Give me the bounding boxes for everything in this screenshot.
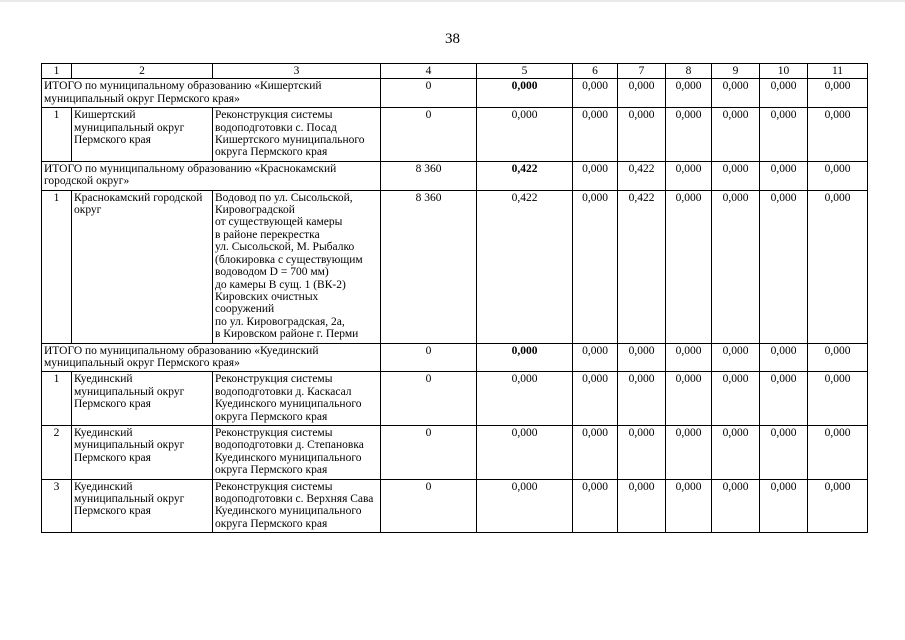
value-cell — [808, 343, 868, 372]
value-cell-text: 0,000 — [770, 480, 797, 493]
value-cell-text: 0,422 — [628, 191, 655, 204]
column-header: 3 — [213, 64, 381, 79]
description-cell — [213, 425, 381, 479]
value-cell — [573, 343, 618, 372]
value-cell — [808, 190, 868, 343]
value-cell — [808, 372, 868, 426]
row-number-text: 3 — [53, 480, 60, 493]
value-cell — [712, 479, 760, 533]
value-cell-text: 0,000 — [824, 162, 851, 175]
total-label-text: ИТОГО по муниципальному образованию «Куединский муниципальный округ Пермского края» — [44, 344, 319, 369]
description-cell — [213, 108, 381, 162]
total-row — [42, 161, 868, 190]
value-cell-text: 0,000 — [770, 162, 797, 175]
value-cell-text: 0 — [425, 344, 432, 357]
description-cell — [213, 190, 381, 343]
value-cell-text: 0,000 — [511, 373, 538, 386]
value-cell-text: 0 — [425, 480, 432, 493]
municipality-cell-text: Куединский муниципальный округ Пермского края — [74, 426, 185, 464]
value-cell-text: 0,000 — [628, 344, 655, 357]
value-cell — [381, 343, 477, 372]
row-number — [42, 372, 72, 426]
municipality-cell-text: Кишертский муниципальный округ Пермского края — [74, 109, 185, 147]
value-cell-text: 0,000 — [722, 109, 749, 122]
column-header: 5 — [477, 64, 573, 79]
value-cell — [477, 479, 573, 533]
value-cell-text: 0,000 — [675, 162, 702, 175]
municipality-cell — [72, 479, 213, 533]
value-cell — [381, 161, 477, 190]
value-cell — [477, 425, 573, 479]
value-cell-text: 0,000 — [722, 480, 749, 493]
value-cell-text: 0,000 — [824, 191, 851, 204]
value-cell — [573, 479, 618, 533]
value-cell-text: 0,000 — [824, 109, 851, 122]
description-cell-text: Реконструкция системы водоподготовки с. Посад Кишертского муниципального округа Пермского края — [215, 109, 365, 159]
item-row — [42, 108, 868, 162]
value-cell-text: 0,000 — [824, 344, 851, 357]
value-cell — [760, 425, 808, 479]
value-cell-text: 0,422 — [511, 191, 538, 204]
value-cell-text: 0,000 — [675, 480, 702, 493]
column-header: 2 — [72, 64, 213, 79]
value-cell-text: 0,000 — [628, 373, 655, 386]
value-cell — [760, 108, 808, 162]
total-label — [42, 161, 381, 190]
value-cell-text: 0 — [425, 373, 432, 386]
value-cell — [666, 372, 712, 426]
scan-edge — [0, 0, 905, 2]
value-cell — [618, 79, 666, 108]
value-cell-text: 0,000 — [675, 191, 702, 204]
column-header: 7 — [618, 64, 666, 79]
row-number-text: 2 — [53, 426, 60, 439]
value-cell-text: 0,000 — [722, 373, 749, 386]
value-cell — [381, 372, 477, 426]
value-cell — [618, 425, 666, 479]
value-cell-text: 8 360 — [415, 162, 442, 175]
row-number — [42, 425, 72, 479]
municipality-cell — [72, 108, 213, 162]
municipality-cell-text: Куединский муниципальный округ Пермского края — [74, 373, 185, 411]
value-cell — [808, 79, 868, 108]
value-cell-text: 0,000 — [582, 426, 608, 439]
row-number-text: 1 — [53, 191, 60, 204]
value-cell — [760, 372, 808, 426]
value-cell — [573, 108, 618, 162]
value-cell — [573, 425, 618, 479]
value-cell — [712, 79, 760, 108]
table-body — [42, 64, 868, 533]
value-cell-text: 0,000 — [582, 162, 608, 175]
value-cell — [666, 479, 712, 533]
value-cell — [808, 479, 868, 533]
value-cell — [477, 343, 573, 372]
description-cell-text: Водовод по ул. Сысольской, Кировоградской от существующей камеры в районе перекрестка ул. Сысольской, М. Рыбалко (блокировка с существующим водоводом D = 700 мм) до камеры В сущ. 1 (ВК-2) Кировских очистных сооружений по ул. Кировоградская, 2а, в Кировском районе г. Перми — [215, 191, 363, 341]
value-cell — [666, 190, 712, 343]
value-cell-text: 0,000 — [582, 109, 608, 122]
value-cell-text: 0,000 — [770, 426, 797, 439]
value-cell — [808, 161, 868, 190]
value-cell-text: 0 — [425, 109, 432, 122]
column-header: 4 — [381, 64, 477, 79]
value-cell-text: 0,000 — [722, 80, 749, 93]
value-cell-text: 0,000 — [824, 80, 851, 93]
value-cell — [618, 161, 666, 190]
total-label-text: ИТОГО по муниципальному образованию «Краснокамский городской округ» — [44, 162, 337, 188]
value-cell-text: 0,000 — [628, 109, 655, 122]
value-cell-text: 0,000 — [722, 191, 749, 204]
description-cell-text: Реконструкция системы водоподготовки д. Каскасал Куединского муниципального округа Пермского края — [215, 373, 362, 423]
item-row — [42, 372, 868, 426]
total-label — [42, 79, 381, 108]
value-cell — [808, 425, 868, 479]
value-cell — [760, 343, 808, 372]
value-cell — [618, 372, 666, 426]
value-cell-text: 0,000 — [675, 80, 702, 93]
description-cell-text: Реконструкция системы водоподготовки д. Степановка Куединского муниципального округа Пермского края — [215, 426, 364, 477]
value-cell — [712, 425, 760, 479]
column-header: 9 — [712, 64, 760, 79]
value-cell-text: 0,000 — [582, 373, 608, 386]
value-cell — [477, 372, 573, 426]
value-cell — [381, 190, 477, 343]
value-cell — [712, 372, 760, 426]
value-cell-text: 0,000 — [824, 480, 851, 493]
value-cell — [712, 343, 760, 372]
value-cell — [666, 79, 712, 108]
value-cell — [573, 79, 618, 108]
data-table — [41, 63, 868, 533]
value-cell — [666, 425, 712, 479]
value-cell — [573, 190, 618, 343]
municipality-cell-text: Краснокамский городской округ — [74, 191, 203, 217]
value-cell — [477, 79, 573, 108]
value-cell-text: 0,000 — [824, 426, 851, 439]
value-cell-text: 0,000 — [582, 191, 608, 204]
total-row — [42, 343, 868, 372]
value-cell-text: 0,000 — [675, 426, 702, 439]
value-cell — [618, 343, 666, 372]
value-cell — [760, 161, 808, 190]
municipality-cell — [72, 372, 213, 426]
value-cell — [760, 79, 808, 108]
value-cell-text: 0,000 — [824, 373, 851, 386]
column-header: 1 — [42, 64, 72, 79]
value-cell-text: 0,000 — [770, 191, 797, 204]
value-cell-text: 0,000 — [675, 109, 702, 122]
value-cell-text: 0,000 — [722, 344, 749, 357]
municipality-cell — [72, 190, 213, 343]
municipality-cell — [72, 425, 213, 479]
value-cell-text: 0,000 — [770, 80, 797, 93]
value-cell — [477, 190, 573, 343]
value-cell — [618, 479, 666, 533]
value-cell-text: 0,000 — [582, 480, 608, 493]
value-cell-text: 0,000 — [628, 80, 655, 93]
item-row — [42, 190, 868, 343]
row-number — [42, 108, 72, 162]
value-cell-text: 0,000 — [770, 344, 797, 357]
column-header: 8 — [666, 64, 712, 79]
value-cell — [573, 372, 618, 426]
item-row — [42, 479, 868, 533]
value-cell — [760, 479, 808, 533]
value-cell — [477, 161, 573, 190]
value-cell — [618, 190, 666, 343]
value-cell-text: 0,422 — [511, 162, 538, 175]
value-cell — [712, 161, 760, 190]
value-cell — [477, 108, 573, 162]
value-cell-text: 0,000 — [582, 80, 608, 93]
value-cell-text: 0,000 — [511, 109, 538, 122]
value-cell-text: 0,000 — [770, 373, 797, 386]
column-header: 6 — [573, 64, 618, 79]
column-header: 11 — [808, 64, 868, 79]
value-cell-text: 0 — [425, 426, 432, 439]
page-number: 38 — [445, 31, 460, 47]
value-cell-text: 0,000 — [511, 80, 538, 93]
value-cell-text: 0,000 — [722, 426, 749, 439]
municipality-cell-text: Куединский муниципальный округ Пермского края — [74, 480, 185, 518]
value-cell — [666, 108, 712, 162]
total-label-text: ИТОГО по муниципальному образованию «Кишертский муниципальный округ Пермского края» — [44, 80, 322, 105]
value-cell — [666, 343, 712, 372]
value-cell — [712, 190, 760, 343]
description-cell — [213, 372, 381, 426]
row-number-text: 1 — [53, 373, 60, 386]
value-cell-text: 0,000 — [770, 109, 797, 122]
value-cell-text: 0,000 — [628, 480, 655, 493]
description-cell — [213, 479, 381, 533]
description-cell-text: Реконструкция системы водоподготовки с. Верхняя Сава Куединского муниципального округа Пермского края — [215, 480, 374, 530]
value-cell-text: 0,000 — [675, 344, 702, 357]
value-cell — [760, 190, 808, 343]
table-header-row — [42, 64, 868, 79]
value-cell-text: 0,000 — [511, 344, 538, 357]
value-cell — [381, 425, 477, 479]
value-cell — [808, 108, 868, 162]
value-cell — [712, 108, 760, 162]
value-cell — [666, 161, 712, 190]
value-cell — [381, 479, 477, 533]
value-cell-text: 0,422 — [628, 162, 655, 175]
column-header: 10 — [760, 64, 808, 79]
value-cell — [381, 79, 477, 108]
value-cell-text: 0,000 — [511, 480, 538, 493]
value-cell-text: 0,000 — [582, 344, 608, 357]
value-cell-text: 0,000 — [628, 426, 655, 439]
value-cell-text: 8 360 — [415, 191, 442, 204]
value-cell-text: 0,000 — [675, 373, 702, 386]
total-label — [42, 343, 381, 372]
value-cell — [381, 108, 477, 162]
item-row — [42, 425, 868, 479]
row-number-text: 1 — [53, 109, 60, 122]
value-cell-text: 0,000 — [722, 162, 749, 175]
value-cell — [618, 108, 666, 162]
value-cell — [573, 161, 618, 190]
value-cell-text: 0,000 — [511, 426, 538, 439]
row-number — [42, 190, 72, 343]
row-number — [42, 479, 72, 533]
value-cell-text: 0 — [425, 80, 432, 93]
total-row — [42, 79, 868, 108]
